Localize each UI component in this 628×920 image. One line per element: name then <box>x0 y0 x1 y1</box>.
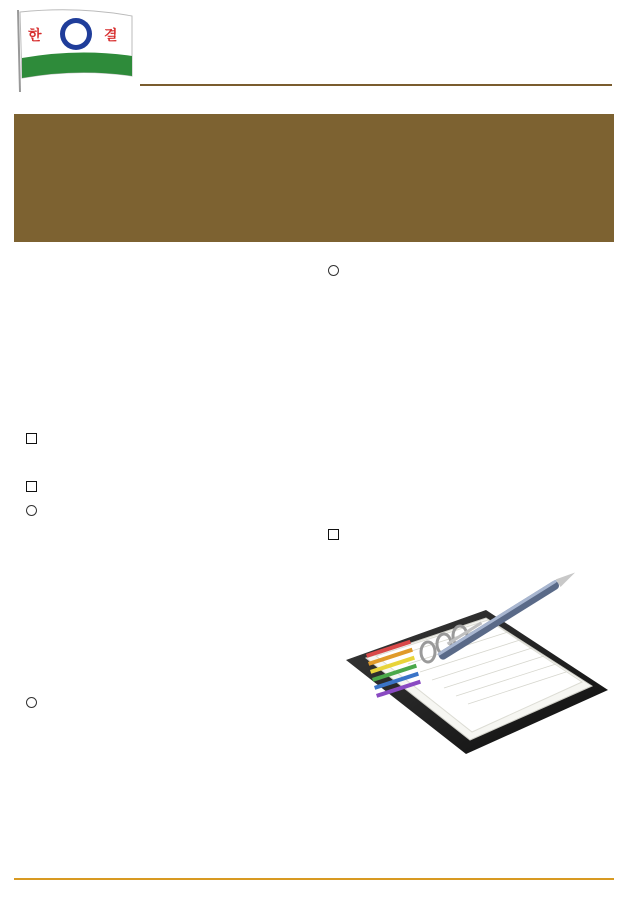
flag-text-right: 결 <box>104 28 118 44</box>
title-banner <box>14 114 614 242</box>
circle-bullet-icon <box>26 697 37 708</box>
header-divider <box>140 84 612 86</box>
checkbox-icon <box>26 433 37 444</box>
checkbox-icon <box>26 481 37 492</box>
checkbox-icon <box>328 529 339 540</box>
circle-bullet-icon <box>328 265 339 276</box>
footer-info <box>26 893 68 907</box>
main-changes-heading <box>26 476 40 500</box>
flag-text-left: 한 <box>28 28 42 44</box>
section-3-title <box>328 260 345 284</box>
footer-divider <box>14 878 614 880</box>
circle-bullet-icon <box>26 505 37 516</box>
section-2-title <box>26 692 43 716</box>
union-flag-logo <box>8 6 136 92</box>
reason-row <box>26 428 40 452</box>
planner-pen-image <box>336 540 612 756</box>
section-1-title <box>26 500 43 524</box>
